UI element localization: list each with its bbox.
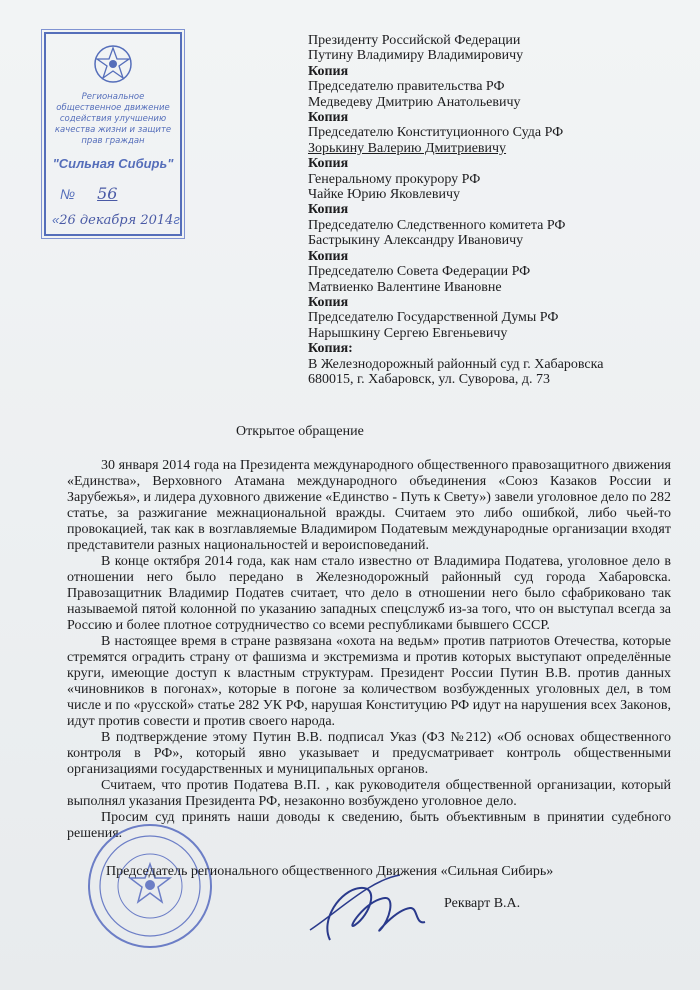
stamp-org-text: Региональное общественное движение содействия улучшению качества жизни и защите прав граждан <box>54 92 172 146</box>
copy-label: Копия <box>308 110 349 126</box>
copy-label: Копия <box>308 156 349 172</box>
addressee-line: Генеральному прокурору РФ <box>308 171 481 187</box>
appeal-title: Открытое обращение <box>236 424 364 439</box>
stamp-number-label: № <box>60 186 76 202</box>
stamp-date-row <box>52 212 183 228</box>
copy-label: Копия <box>308 294 349 310</box>
addressee-line: Бастрыкину Александру Ивановичу <box>308 233 524 249</box>
addressee-line: В Железнодорожный районный суд г. Хабаровска <box>308 356 604 372</box>
copy-label: Копия <box>308 248 349 264</box>
body-paragraph: 30 января 2014 года на Президента международного общественного правозащитного движения «Единства», Верховного Атамана международного объединения «Союз Казаков России и Зарубежья», и лидера духовного движение «Единство - Путь к Свету») завели уголовное дело по 282 статье, за разжигание межнациональной вражды. Считаем это либо ошибкой, либо чьей-то провокацией, так как в возглавляемые Владимиром Податевым международные организации входят представители разных национальностей и вероисповеданий. <box>67 458 671 553</box>
addressee-line: 680015, г. Хабаровск, ул. Суворова, д. 73 <box>308 371 551 387</box>
addressee-line: Путину Владимиру Владимировичу <box>308 48 524 64</box>
signatory-title: Председатель регионального общественного Движения «Сильная Сибирь» <box>106 864 554 879</box>
stamp-title: "Сильная Сибирь" <box>52 156 174 171</box>
copy-label: Копия <box>308 202 349 218</box>
addressee-line: Нарышкину Сергею Евгеньевичу <box>308 325 508 341</box>
round-seal <box>86 822 214 950</box>
addressee-line: Председателю правительства РФ <box>308 79 505 95</box>
stamp-date-open: « <box>52 212 60 227</box>
appeal-body <box>67 458 671 842</box>
addressee-line: Председателю Конституционного Суда РФ <box>308 125 564 141</box>
addressee-line: Председателю Следственного комитета РФ <box>308 217 566 233</box>
addressee-line: Зорькину Валерию Дмитриевичу <box>308 140 507 156</box>
star-emblem-icon <box>93 44 133 84</box>
addressee-line: Чайке Юрию Яковлевичу <box>308 187 461 203</box>
body-paragraph: В подтверждение этому Путин В.В. подписал Указ (ФЗ №212) «Об основах общественного контроля в РФ», который явно указывает и предусматривает контроль общественными организациями государственных и муниципальных органов. <box>67 730 671 777</box>
copy-label: Копия: <box>308 341 353 357</box>
body-paragraph: Считаем, что против Податева В.П. , как руководителя общественной организации, который выполнял указания Президента РФ, незаконно возбуждено уголовное дело. <box>67 778 671 809</box>
stamp-number-row <box>60 184 117 203</box>
stamp-date-close: г. <box>173 212 184 227</box>
body-paragraph: В конце октября 2014 года, как нам стало известно от Владимира Податева, уголовное дело в отношении него было передано в Железнодорожный районный суд города Хабаровска. Правозащитник Владимир Податев считает, что дело в отношении него было сфабриковано так называемой пятой колонной по указанию западных спецслужб из-за того, что он выступал всегда за Россию и более плотное сотрудничество со всеми республиками бывшего СССР. <box>67 554 671 633</box>
addressee-block <box>308 33 688 387</box>
stamp-number-value: 56 <box>97 184 118 203</box>
body-paragraph: Просим суд принять наши доводы к сведению, быть объективным в принятии судебного решения. <box>67 810 671 841</box>
copy-label: Копия <box>308 63 349 79</box>
body-paragraph: В настоящее время в стране развязана «охота на ведьм» против патриотов Отечества, которые стремятся оградить страну от фашизма и экстремизма и против которых выступают определённые круги, имеющие доступ к властным структурам. Президент России Путин В.В. против данных «чиновников в погонах», которые в погоне за количеством возбужденных уголовных дел, в том числе и по «русской» статье 282 УК РФ, нарушая Конституцию РФ идут на нарушения всех Законов, идут против совести и против своего народа. <box>67 634 671 729</box>
addressee-line: Председателю Государственной Думы РФ <box>308 310 559 326</box>
addressee-line: Президенту Российской Федерации <box>308 33 521 48</box>
stamp-date-value: 26 декабря 2014 <box>59 213 174 228</box>
addressee-line: Матвиенко Валентине Ивановне <box>308 279 502 295</box>
addressee-line: Медведеву Дмитрию Анатольевичу <box>308 94 521 110</box>
addressee-line: Председателю Совета Федерации РФ <box>308 264 531 280</box>
handwritten-signature <box>300 870 440 950</box>
signatory-name: Рекварт В.А. <box>444 896 521 911</box>
registration-stamp <box>44 32 182 236</box>
